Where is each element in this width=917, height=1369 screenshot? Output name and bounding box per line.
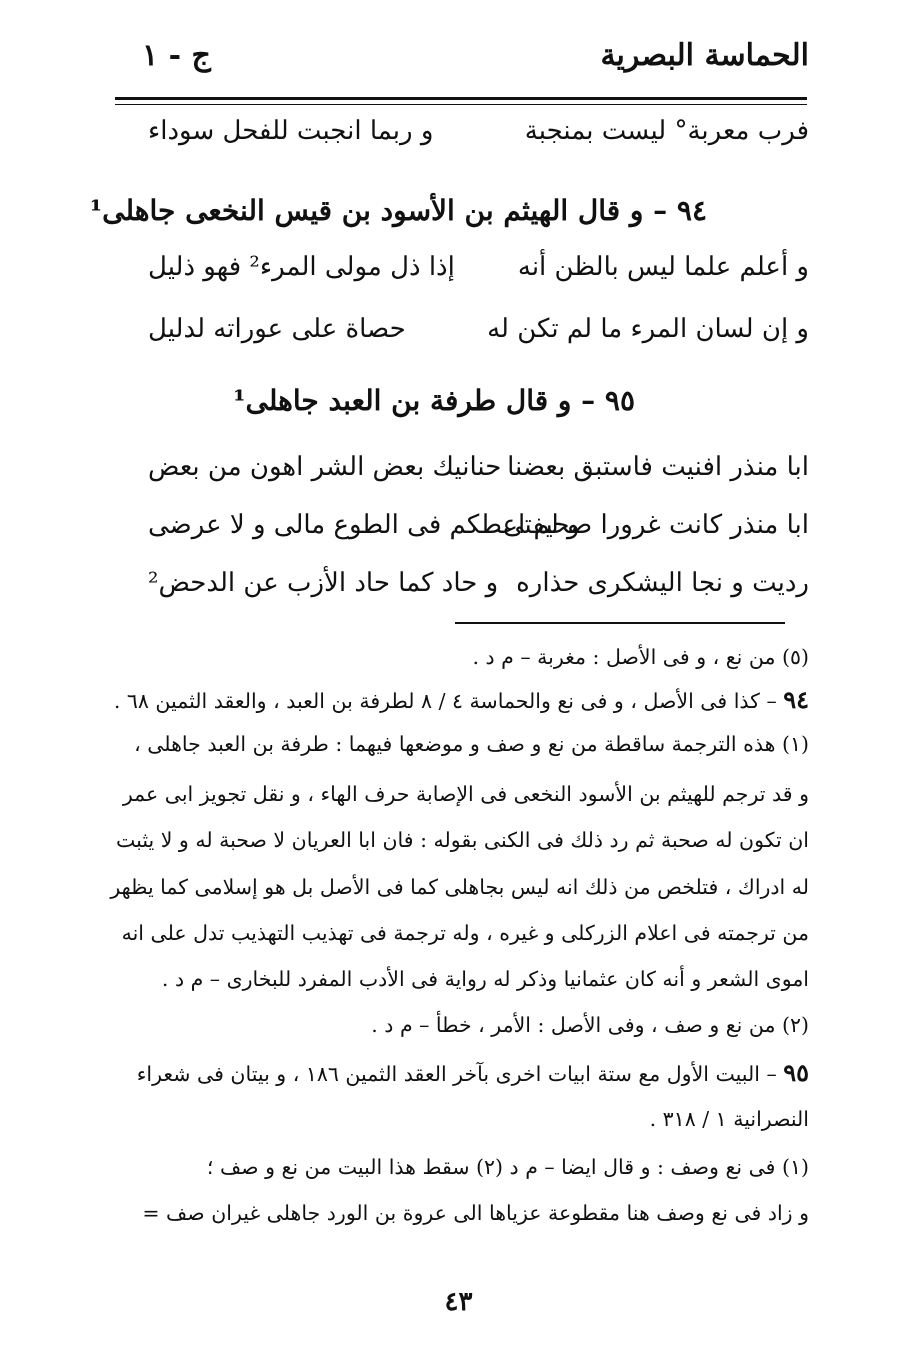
footnote-line: (٢) من نع و صف ، وفى الأصل : الأمر ، خطأ – م د . xyxy=(371,1013,809,1037)
verse-first-hemistich: ابا منذر افنيت فاستبق بعضنا xyxy=(507,452,809,482)
verse-first-hemistich: رديت و نجا اليشكرى حذاره xyxy=(516,568,809,598)
verse-second-hemistich: حصاة على عوراته لدليل xyxy=(148,314,406,344)
footnote-line: اموى الشعر و أنه كان عثمانيا وذكر له رواية فى الأدب المفرد للبخارى – م د . xyxy=(161,967,809,991)
verse-second-hemistich: و حاد كما حاد الأزب عن الدحض² xyxy=(148,568,499,598)
footnote-line: (١) هذه الترجمة ساقطة من نع و صف و موضعها فيهما : طرفة بن العبد جاهلى ، xyxy=(134,732,809,756)
verse-first-hemistich: و إن لسان المرء ما لم تكن له xyxy=(487,314,809,344)
verse-second-hemistich: حنانيك بعض الشر اهون من بعض xyxy=(148,452,502,482)
footnote-line: (٥) من نع ، و فى الأصل : مغربة – م د . xyxy=(472,645,809,669)
footnote-line: ٩٤ – كذا فى الأصل ، و فى نع والحماسة ٤ / ٨ لطرفة بن العبد ، والعقد الثمين ٦٨ . xyxy=(113,685,809,714)
footnote-entry-number: ٩٥ xyxy=(783,1058,809,1087)
verse-first-hemistich: ابا منذر كانت غرورا صحيفتى xyxy=(502,510,809,540)
running-title: الحماسة البصرية xyxy=(600,38,809,73)
footnote-entry-number: ٩٤ xyxy=(783,685,809,714)
footnote-line: من ترجمته فى اعلام الزركلى و غيره ، وله ترجمة فى تهذيب التهذيب تدل على انه xyxy=(121,921,809,945)
footnote-line: (١) فى نع وصف : و قال ايضا – م د (٢) سقط هذا البيت من نع و صف ؛ xyxy=(206,1155,809,1179)
footnote-line: له ادراك ، فتلخص من ذلك انه ليس بجاهلى كما فى الأصل بل هو إسلامى كما يظهر xyxy=(110,875,809,899)
verse-second-hemistich: إذا ذل مولى المرء² فهو ذليل xyxy=(148,252,455,282)
footnote-line: النصرانية ١ / ٣١٨ . xyxy=(649,1107,809,1131)
poem-heading-94: ٩٤ – و قال الهيثم بن الأسود بن قيس النخعى جاهلى¹ xyxy=(89,194,707,227)
verse-second-hemistich: و لم اعطكم فى الطوع مالى و لا عرضى xyxy=(148,510,580,540)
header-rule-thin xyxy=(115,104,807,105)
header-rule-thick xyxy=(115,97,807,100)
footnote-separator xyxy=(455,622,785,624)
footnote-line: و قد ترجم للهيثم بن الأسود النخعى فى الإصابة حرف الهاء ، و نقل تجويز ابى عمر xyxy=(122,782,809,806)
volume-label: ج - ١ xyxy=(142,38,211,73)
footnote-line: ٩٥ – البيت الأول مع ستة ابيات اخرى بآخر العقد الثمين ١٨٦ ، و بيتان فى شعراء xyxy=(136,1058,809,1087)
verse-second-hemistich: و ربما انجبت للفحل سوداء xyxy=(148,116,434,146)
footnote-line: و زاد فى نع وصف هنا مقطوعة عزياها الى عروة بن الورد جاهلى غيران صف = xyxy=(142,1201,809,1225)
verse-first-hemistich: و أعلم علما ليس بالظن أنه xyxy=(517,252,809,282)
footnote-line: ان تكون له صحبة ثم رد ذلك فى الكنى بقوله : فان ابا العريان لا صحبة له و لا يثبت xyxy=(116,828,809,852)
verse-first-hemistich: فرب معربة° ليست بمنجبة xyxy=(524,116,809,146)
page-number: ٤٣ xyxy=(444,1287,473,1317)
poem-heading-95: ٩٥ – و قال طرفة بن العبد جاهلى¹ xyxy=(233,384,635,417)
